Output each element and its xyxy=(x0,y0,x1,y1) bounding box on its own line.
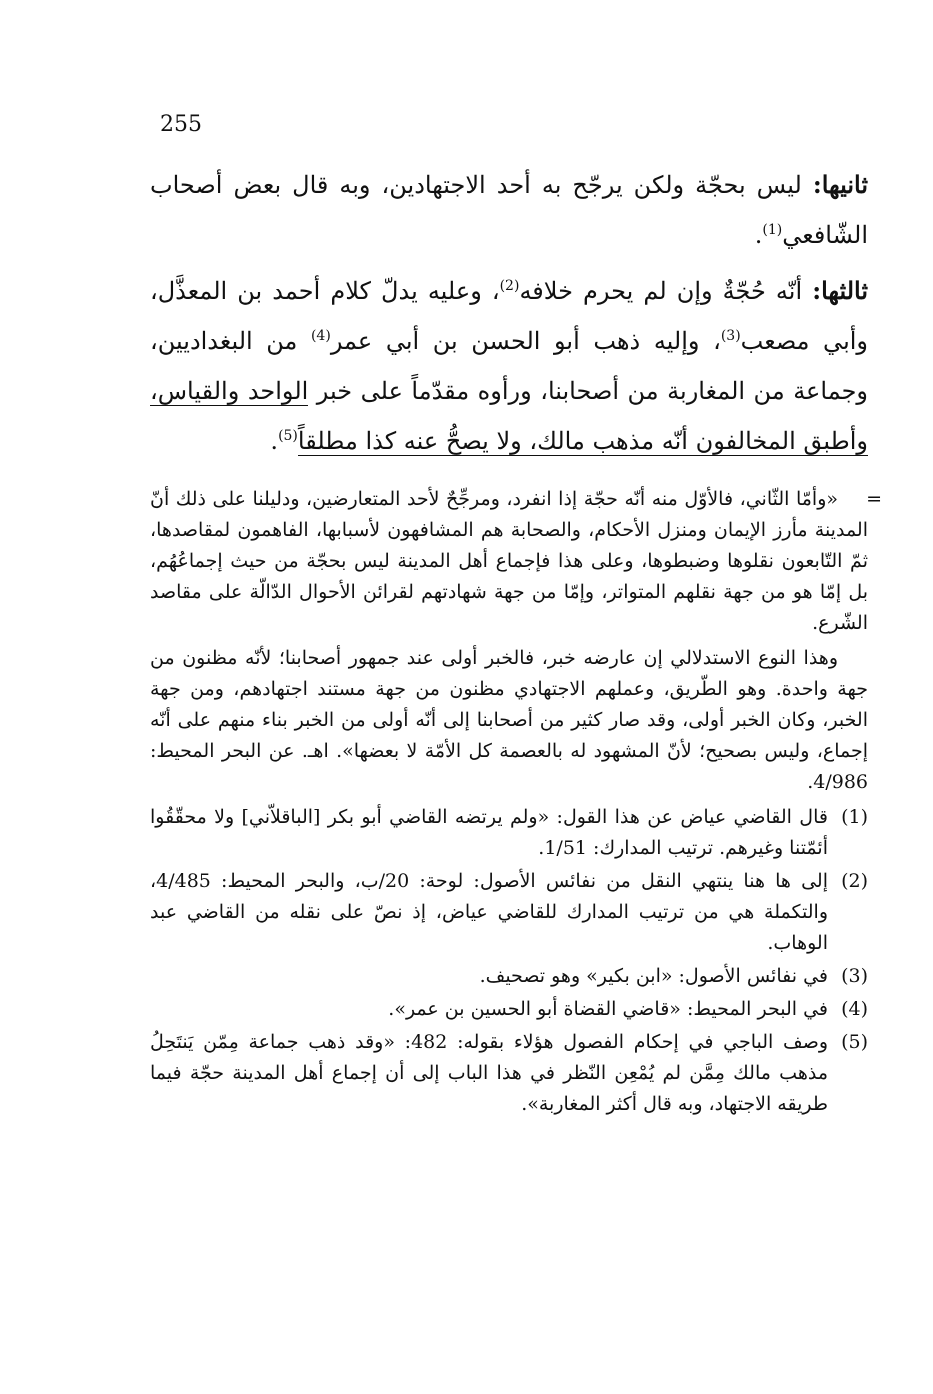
footnote-text: في البحر المحيط: «قاضي القضاة أبو الحسين بن عمر». xyxy=(388,998,828,1020)
footnote-text: إلى ها هنا ينتهي النقل من نفائس الأصول: لوحة: 20/ب، والبحر المحيط: 4/485، والتكملة هي من ترتيب المدارك للقاضي عياض، إذ نصّ على نقله من القاضي عبد الوهاب. xyxy=(150,870,828,954)
paragraph-lead: ثالثها: xyxy=(812,276,868,305)
footnote-continuation: وهذا النوع الاستدلالي إن عارضه خبر، فالخبر أولى عند جمهور أصحابنا؛ لأنّه مظنون من جهة واحدة. وهو الطّريق، وعملهم الاجتهادي مظنون من جهة مستند اجتهادهم، ومن جهة الخبر، وكان الخبر أولى، وقد صار كثير من أصحابنا إلى أنّه أولى من الخبر بناء منهم على أنّه إجماع، وليس بصحيح؛ لأنّ المشهود له بالعصمة كل الأمّة لا بعضها». اهـ. عن البحر المحيط: 4/986. xyxy=(150,647,868,793)
footnote-number: (1) xyxy=(841,806,868,828)
paragraph-lead: ثانيها: xyxy=(812,170,868,199)
page-number: 255 xyxy=(160,112,202,137)
footnote-ref-3: (3) xyxy=(720,328,741,344)
footnote-text: قال القاضي عياض عن هذا القول: «ولم يرتضه القاضي أبو بكر [الباقلاّني] ولا محقّقُوا أئمّتنا وغيرهم. ترتيب المدارك: 1/51. xyxy=(150,806,828,859)
paragraph-text: من البغداديين، وجماعة من المغاربة من أصحابنا، ورأوه مقدّماً على خبر xyxy=(150,327,868,405)
footnote-ref-1: (1) xyxy=(762,222,783,238)
paragraph-text: ، وعليه يدلّ كلام أحمد بن المعذَّل، وأبي مصعب xyxy=(150,277,869,355)
footnote-number: (5) xyxy=(841,1031,868,1053)
footnote-number: (2) xyxy=(841,870,868,892)
footnote-continuation: «وأمّا الثّاني، فالأوّل منه أنّه حجّة إذا انفرد، ومرجِّحٌ لأحد المتعارضين، ودليلنا على ذلك أنّ المدينة مأرز الإيمان ومنزل الأحكام، والصحابة هم المشافهون لأسبابها، الفاهمون لمقاصدها، ثمّ التّابعون نقلوها وضبطوها، وعلى هذا فإجماع أهل المدينة ليس بحجّة من حيث إجماعُهُم، بل إمّا هو من جهة نقلهم المتواتر، وإمّا من جهة شهادتهم لقرائن الأحوال الدّالّة على مقاصد الشّرع. xyxy=(150,488,868,634)
paragraph-text: ليس بحجّة ولكن يرجّح به أحد الاجتهادين، وبه قال بعض أصحاب الشّافعي xyxy=(150,171,868,249)
continuation-mark: = xyxy=(866,488,882,510)
footnote-item xyxy=(150,1027,868,1120)
footnote-item xyxy=(150,961,868,992)
footnote-text: وصف الباجي في إحكام الفصول هؤلاء بقوله: 482: «وقد ذهب جماعة مِمّن يَنتَحِلُ مذهب مالك مِمَّن لم يُمْعِن النّظر في هذا الباب إلى أن إجماع أهل المدينة حجّة فيما طريقه الاجتهاد، وبه قال أكثر المغاربة». xyxy=(150,1031,828,1115)
underlined-text: الواحد والقياس، وأطبق المخالفون أنّه مذهب مالك، ولا يصحُّ عنه كذا مطلقاً xyxy=(150,377,868,455)
footnote-number: (3) xyxy=(841,965,868,987)
paragraph-end: . xyxy=(270,427,279,455)
footnote-ref-5: (5) xyxy=(278,428,298,444)
footnote-ref-2: (2) xyxy=(499,278,520,294)
paragraph-second-opinion xyxy=(150,160,868,260)
footnote-item xyxy=(150,802,868,864)
paragraph-text: ، وإليه ذهب أبو الحسن بن أبي عمر xyxy=(330,327,721,355)
footnote-ref-4: (4) xyxy=(310,328,331,344)
paragraph-text: أنّه حُجّةٌ وإن لم يحرم خلافه xyxy=(519,277,813,305)
paragraph-end: . xyxy=(754,221,763,249)
main-text xyxy=(150,160,868,472)
footnote-item xyxy=(150,866,868,959)
footnote-number: (4) xyxy=(841,998,868,1020)
paragraph-third-opinion xyxy=(150,266,868,466)
footnote-item xyxy=(150,994,868,1025)
footnotes xyxy=(150,484,882,1120)
footnote-text: في نفائس الأصول: «ابن بكير» وهو تصحيف. xyxy=(479,965,828,987)
